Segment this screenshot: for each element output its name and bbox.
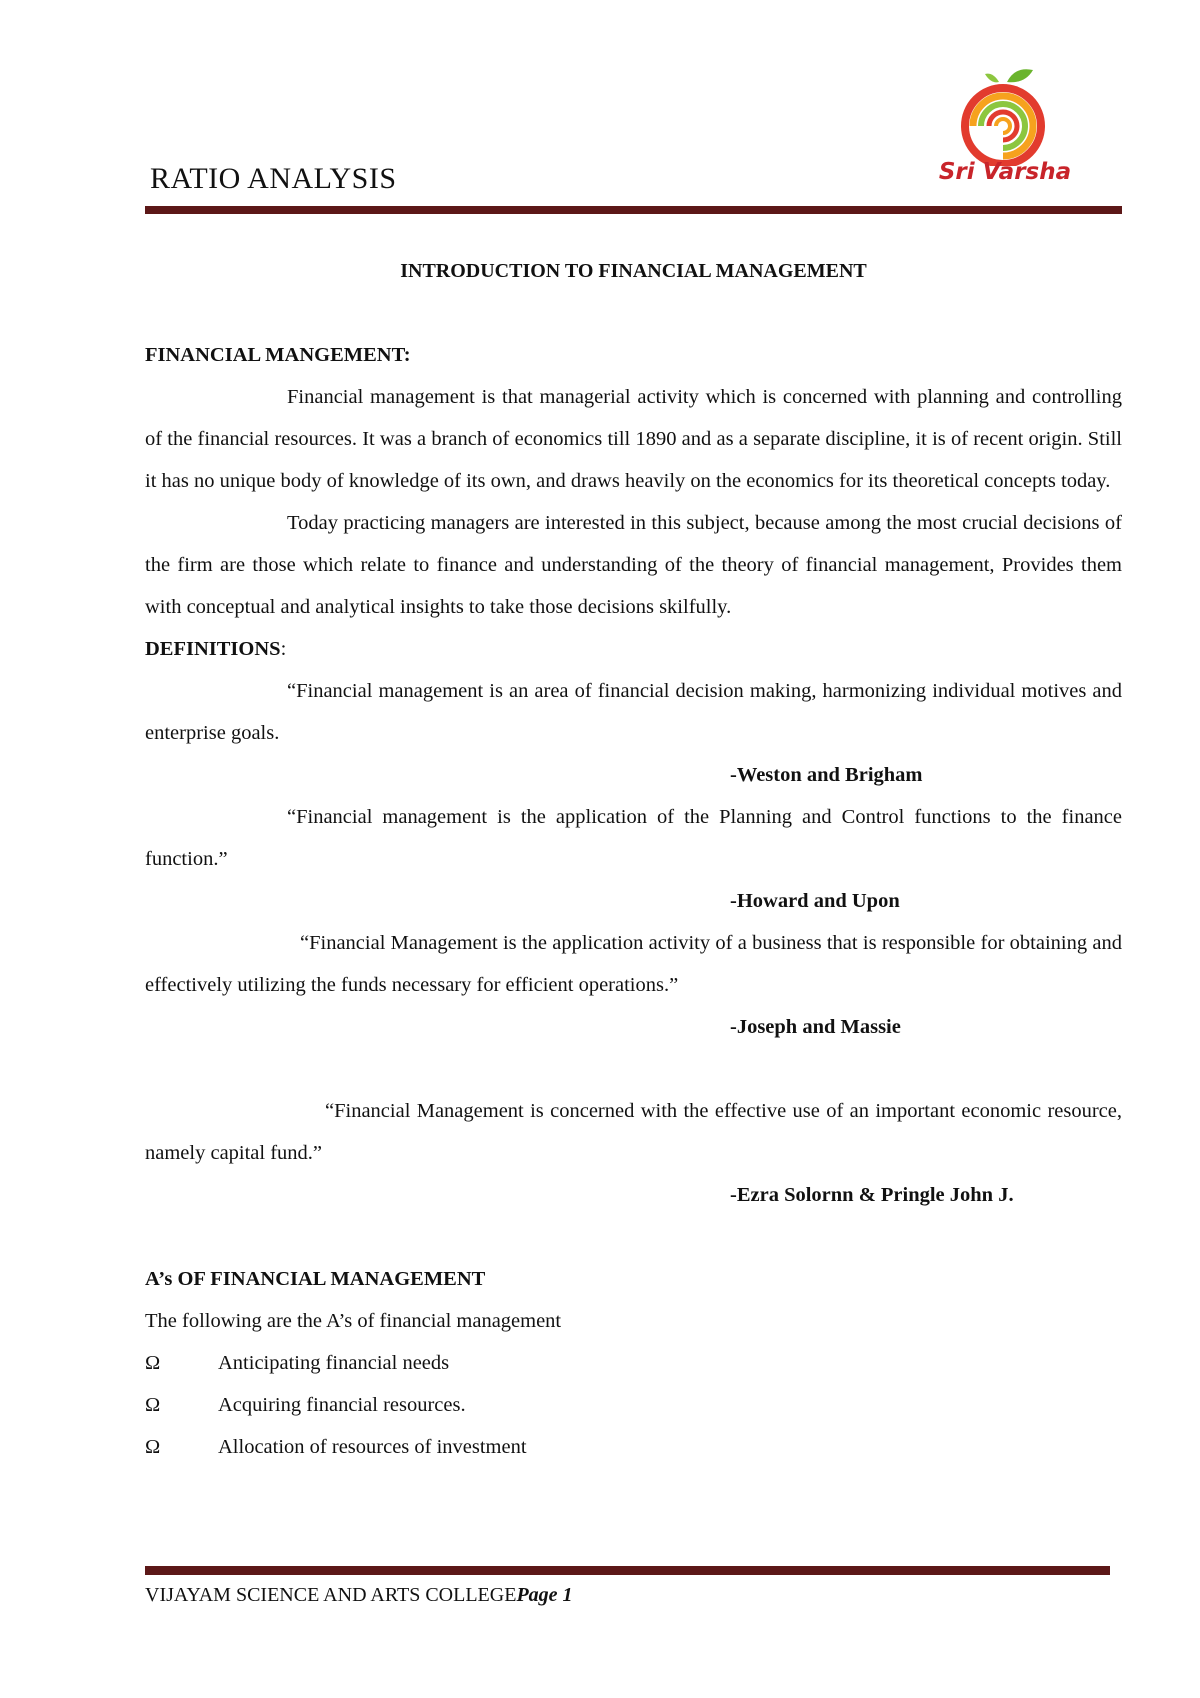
list-item	[145, 1426, 1122, 1468]
swirl-fruit-icon	[915, 66, 1095, 166]
main-heading: INTRODUCTION TO FINANCIAL MANAGEMENT	[400, 260, 867, 282]
definition-4-author: -Ezra Solornn & Pringle John J.	[730, 1184, 1014, 1206]
definition-2-author: -Howard and Upon	[730, 890, 900, 912]
definition-3-author: -Joseph and Massie	[730, 1016, 901, 1038]
definition-2: “Financial management is the application of the Planning and Control functions to the finance function.”	[145, 806, 1122, 870]
definition-1: “Financial management is an area of financial decision making, harmonizing individual motives and enterprise goals.	[145, 680, 1122, 744]
spacer	[145, 1048, 1122, 1090]
definitions-label: DEFINITIONS	[145, 638, 281, 660]
page-footer	[145, 1584, 573, 1607]
document-body	[145, 250, 1122, 1468]
section-heading-financial-management: FINANCIAL MANGEMENT:	[145, 344, 411, 366]
definition-3: “Financial Management is the application activity of a business that is responsible for obtaining and effectively utilizing the funds necessary for efficient operations.”	[145, 932, 1122, 996]
list-item-text: Anticipating financial needs	[218, 1352, 450, 1374]
footer-divider	[145, 1566, 1110, 1575]
paragraph-2: Today practicing managers are interested in this subject, because among the most crucial decisions of the firm are those which relate to finance and understanding of the theory of financial management, Provides them with conceptual and analytical insights to take those decisions skilfully.	[145, 512, 1122, 618]
footer-college-name: VIJAYAM SCIENCE AND ARTS COLLEGE	[145, 1584, 517, 1606]
logo-wordmark: Sri Varsha	[938, 159, 1072, 185]
omega-bullet-icon: Ω	[145, 1352, 161, 1374]
spacer	[145, 1216, 1122, 1258]
header-divider	[145, 206, 1122, 214]
list-item-text: Acquiring financial resources.	[218, 1394, 466, 1416]
list-item	[145, 1384, 1122, 1426]
definitions-heading	[145, 628, 1122, 670]
list-item-text: Allocation of resources of investment	[218, 1436, 527, 1458]
definitions-colon: :	[280, 638, 287, 660]
as-of-financial-management-heading: A’s OF FINANCIAL MANAGEMENT	[145, 1268, 486, 1290]
list-item	[145, 1342, 1122, 1384]
definition-4: “Financial Management is concerned with the effective use of an important economic resource, namely capital fund.”	[145, 1100, 1122, 1164]
paragraph-1: Financial management is that managerial activity which is concerned with planning and controlling of the financial resources. It was a branch of economics till 1890 and as a separate discipline, it is of recent origin. Still it has no unique body of knowledge of its own, and draws heavily on the economics for its theoretical concepts today.	[145, 386, 1122, 492]
document-header-title: RATIO ANALYSIS	[150, 162, 397, 195]
omega-bullet-icon: Ω	[145, 1436, 161, 1458]
spacer	[145, 292, 1122, 334]
as-intro: The following are the A’s of financial management	[145, 1310, 562, 1332]
omega-bullet-icon: Ω	[145, 1394, 161, 1416]
sri-varsha-logo	[915, 66, 1095, 206]
page-number: Page 1	[516, 1584, 573, 1606]
definition-1-author: -Weston and Brigham	[730, 764, 923, 786]
